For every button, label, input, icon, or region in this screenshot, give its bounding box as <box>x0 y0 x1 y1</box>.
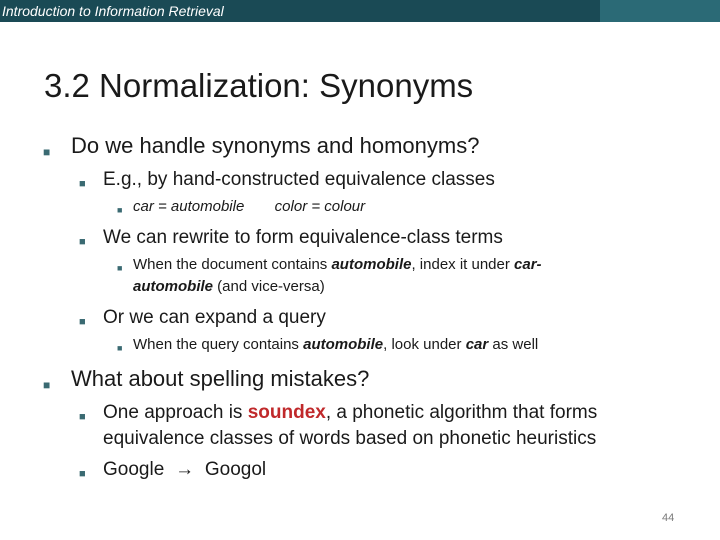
bullet-text: E.g., by hand-constructed equivalence classes <box>103 169 495 190</box>
bullet-synonyms <box>43 132 480 160</box>
bullet-rewrite-detail <box>117 255 542 275</box>
text-part: , look under <box>383 336 466 353</box>
bullet-equivalence <box>79 168 495 192</box>
text-part: equivalence classes of words based on phonetic heuristics <box>103 428 597 449</box>
square-bullet-icon: ■ <box>79 316 86 328</box>
square-bullet-icon: ■ <box>117 205 123 215</box>
bullet-soundex-cont <box>103 427 596 451</box>
term-car: car <box>465 336 489 353</box>
text-part: When the query contains <box>133 336 304 353</box>
header-accent <box>600 0 720 22</box>
text-part: , index it under <box>411 256 515 273</box>
bullet-rewrite-detail-cont <box>133 277 325 297</box>
bullet-spelling <box>43 365 370 393</box>
example-color: color = colour <box>274 198 366 215</box>
bullet-text: We can rewrite to form equivalence-class terms <box>103 227 503 248</box>
text-part: (and vice-versa) <box>213 278 325 295</box>
slide-title: 3.2 Normalization: Synonyms <box>44 67 474 104</box>
term-car: car- <box>514 256 542 273</box>
word-googol: Googol <box>204 459 267 480</box>
square-bullet-icon: ■ <box>43 145 51 159</box>
bullet-soundex <box>79 401 598 425</box>
slide-number: 44 <box>662 512 675 524</box>
square-bullet-icon: ■ <box>79 411 86 423</box>
text-part: When the document contains <box>133 256 332 273</box>
term-soundex: soundex <box>247 402 326 423</box>
bullet-expand <box>79 306 326 330</box>
text-part: , a phonetic algorithm that forms <box>325 402 598 423</box>
bullet-expand-detail <box>117 335 539 355</box>
bullet-rewrite <box>79 226 503 250</box>
bullet-text: Or we can expand a query <box>103 307 326 328</box>
square-bullet-icon: ■ <box>79 468 86 480</box>
square-bullet-icon: ■ <box>79 236 86 248</box>
bullet-text: What about spelling mistakes? <box>71 366 370 391</box>
square-bullet-icon: ■ <box>43 378 51 392</box>
header-title: Introduction to Information Retrieval <box>2 3 224 19</box>
square-bullet-icon: ■ <box>79 178 86 190</box>
term-automobile: automobile <box>133 278 214 295</box>
text-part: as well <box>488 336 539 353</box>
bullet-text: Do we handle synonyms and homonyms? <box>71 133 480 158</box>
square-bullet-icon: ■ <box>117 263 123 273</box>
word-google: Google <box>103 459 165 480</box>
example-car: car = automobile <box>133 198 245 215</box>
square-bullet-icon: ■ <box>117 343 123 353</box>
term-automobile: automobile <box>331 256 412 273</box>
term-automobile: automobile <box>303 336 384 353</box>
bullet-examples <box>117 197 366 217</box>
bullet-google <box>79 458 267 482</box>
right-arrow-icon: → <box>175 459 195 480</box>
text-part: One approach is <box>103 402 248 423</box>
